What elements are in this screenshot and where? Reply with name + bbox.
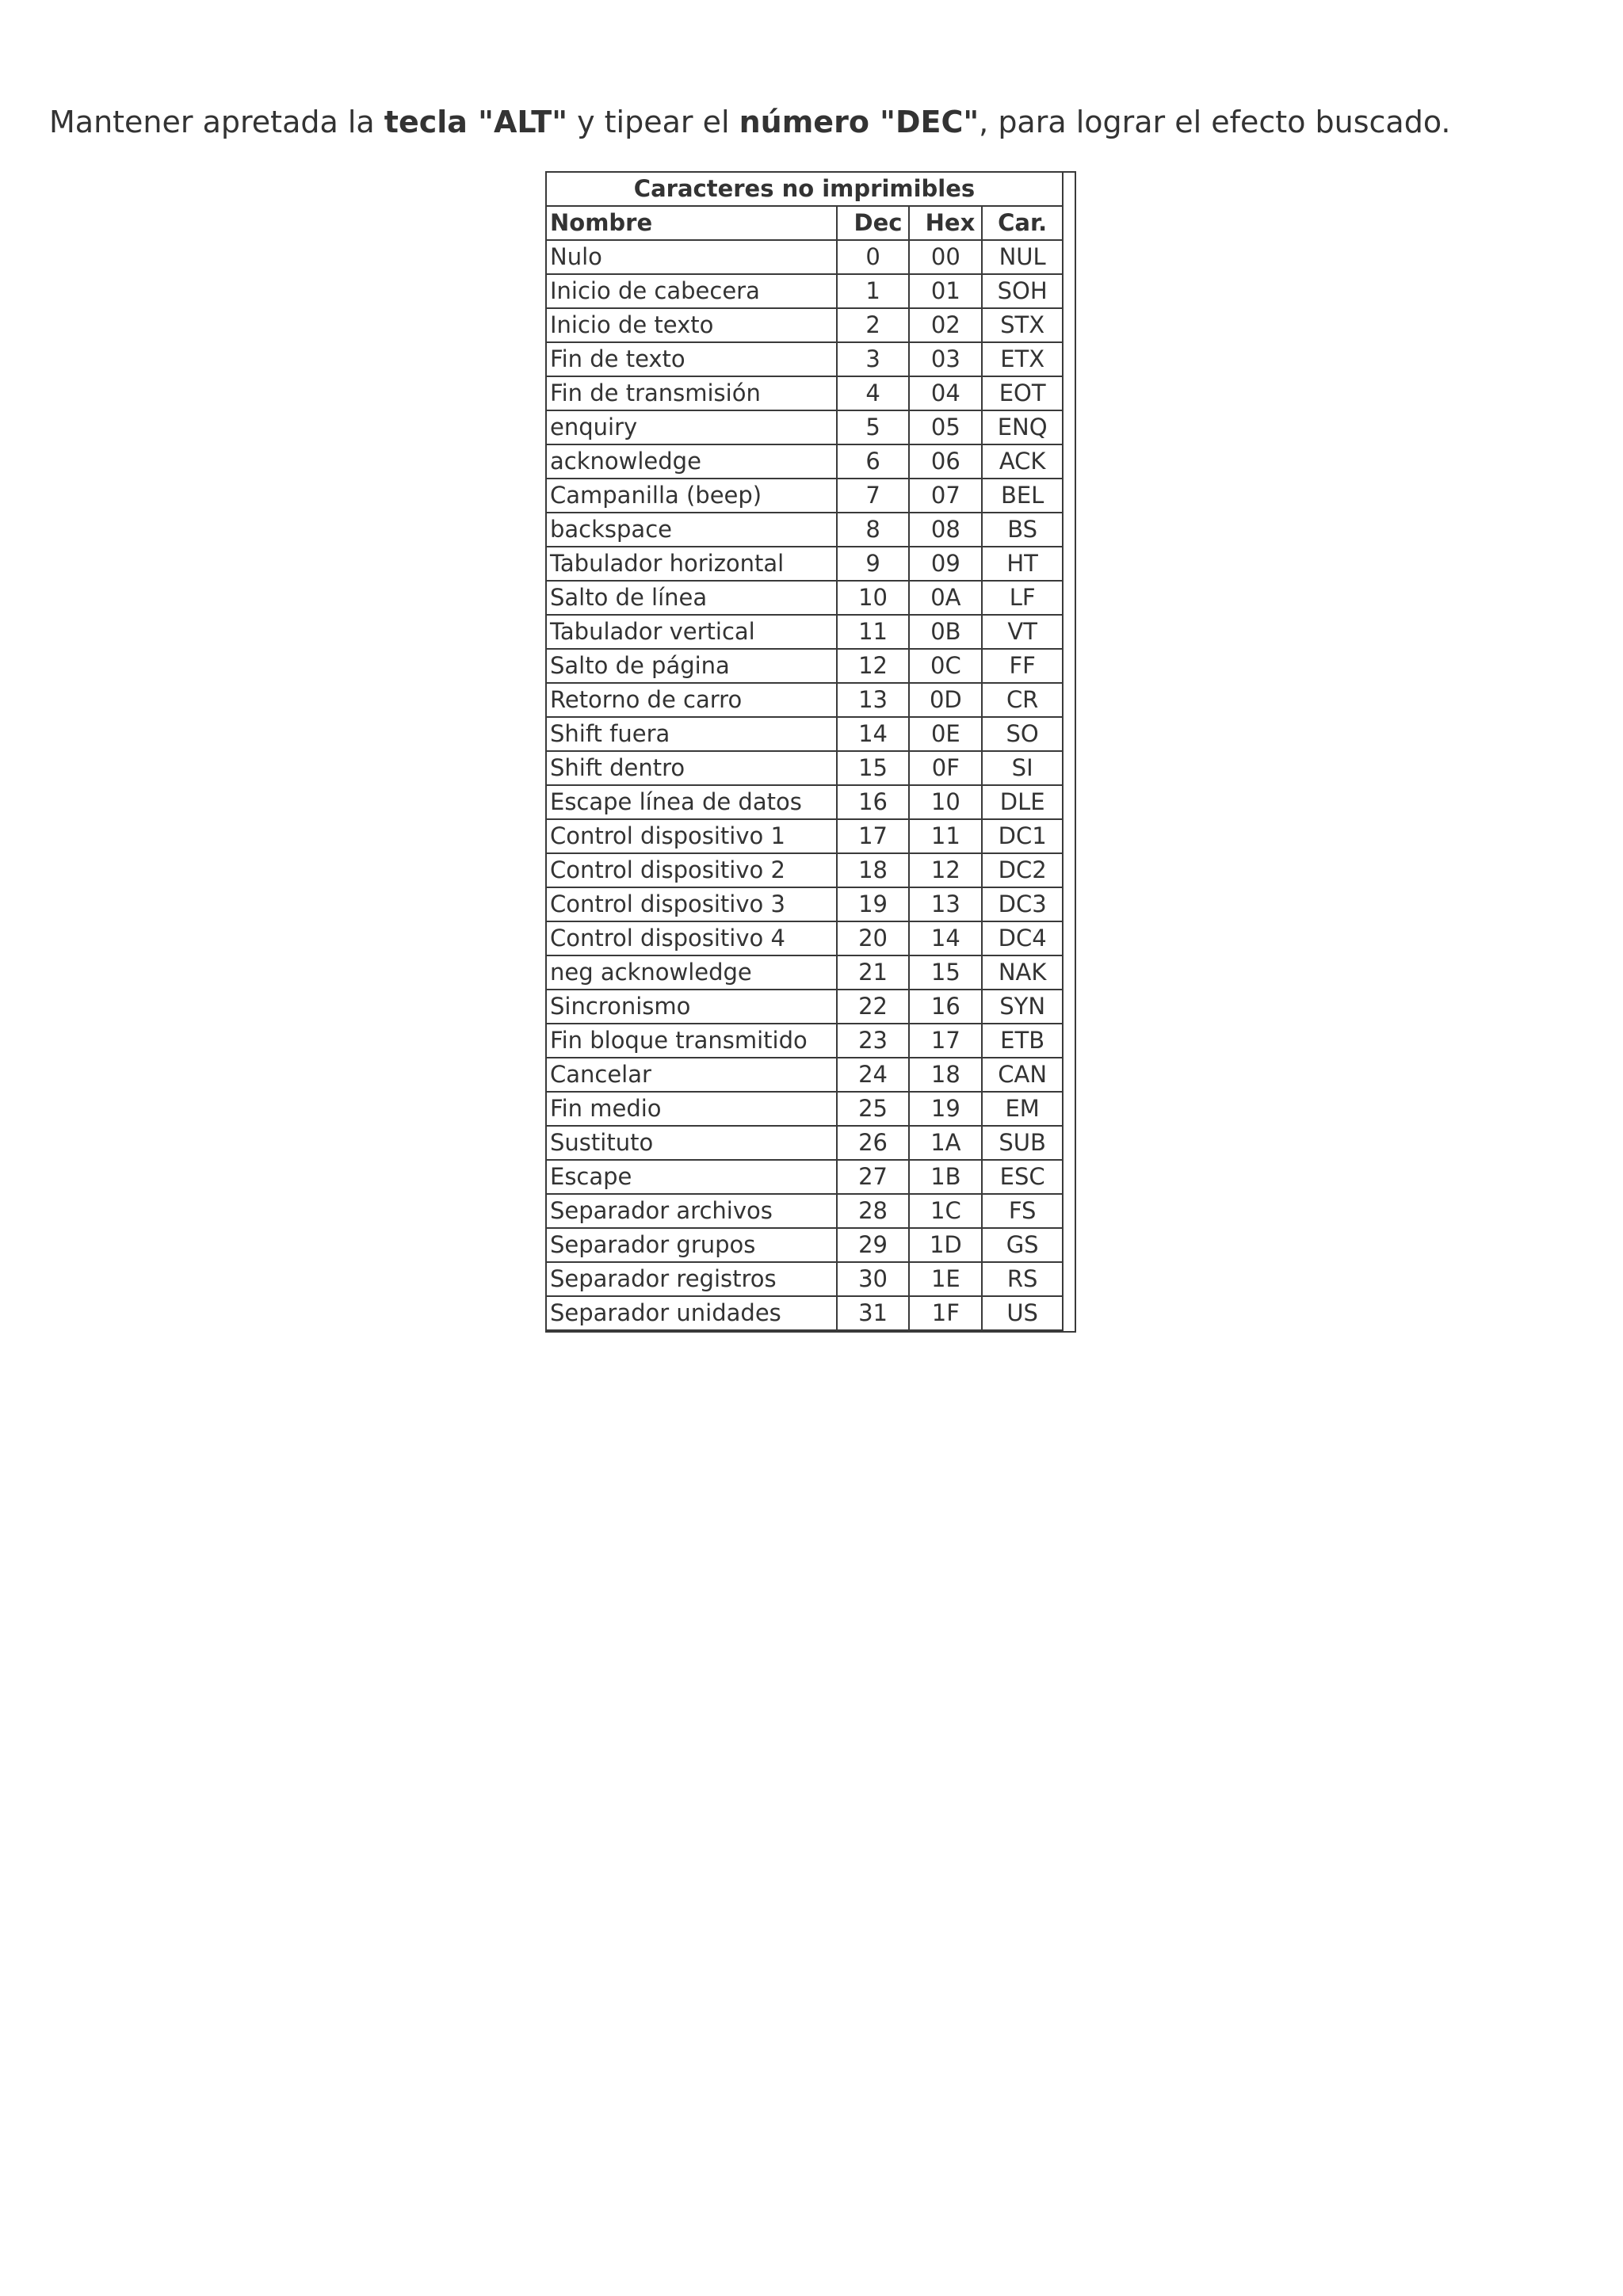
table-row xyxy=(547,1160,1063,1194)
table-row xyxy=(547,649,1063,683)
cell-name: Shift fuera xyxy=(547,717,837,751)
cell-dec: 13 xyxy=(837,683,910,717)
table-row xyxy=(547,921,1063,955)
table-row xyxy=(547,308,1063,342)
cell-name: backspace xyxy=(547,513,837,547)
table-row xyxy=(547,479,1063,513)
cell-hex: 1E xyxy=(909,1262,982,1296)
cell-dec: 2 xyxy=(837,308,910,342)
cell-dec: 1 xyxy=(837,274,910,308)
table-header-row xyxy=(547,206,1063,240)
cell-car: STX xyxy=(982,308,1063,342)
table-row xyxy=(547,581,1063,615)
instruction-part-1: Mantener apretada la xyxy=(49,105,384,139)
cell-hex: 0E xyxy=(909,717,982,751)
table-row xyxy=(547,683,1063,717)
cell-dec: 19 xyxy=(837,887,910,921)
cell-car: HT xyxy=(982,547,1063,581)
cell-car: CAN xyxy=(982,1058,1063,1092)
table-row xyxy=(547,342,1063,376)
table-row xyxy=(547,751,1063,785)
cell-name: Separador unidades xyxy=(547,1296,837,1330)
cell-dec: 11 xyxy=(837,615,910,649)
cell-name: Separador grupos xyxy=(547,1228,837,1262)
cell-hex: 01 xyxy=(909,274,982,308)
header-nombre: Nombre xyxy=(547,206,837,240)
cell-hex: 1A xyxy=(909,1126,982,1160)
cell-hex: 08 xyxy=(909,513,982,547)
cell-hex: 07 xyxy=(909,479,982,513)
cell-car: SO xyxy=(982,717,1063,751)
cell-hex: 1D xyxy=(909,1228,982,1262)
cell-name: acknowledge xyxy=(547,444,837,479)
cell-dec: 26 xyxy=(837,1126,910,1160)
cell-name: Tabulador vertical xyxy=(547,615,837,649)
cell-hex: 03 xyxy=(909,342,982,376)
cell-car: ETB xyxy=(982,1024,1063,1058)
cell-dec: 17 xyxy=(837,819,910,853)
cell-dec: 7 xyxy=(837,479,910,513)
cell-dec: 15 xyxy=(837,751,910,785)
cell-hex: 05 xyxy=(909,410,982,444)
cell-hex: 1B xyxy=(909,1160,982,1194)
cell-hex: 0A xyxy=(909,581,982,615)
instruction-part-3: , para lograr el efecto buscado. xyxy=(979,105,1451,139)
cell-car: US xyxy=(982,1296,1063,1330)
instruction-number-dec: número "DEC" xyxy=(739,105,980,139)
cell-name: Shift dentro xyxy=(547,751,837,785)
cell-name: Fin bloque transmitido xyxy=(547,1024,837,1058)
cell-car: BS xyxy=(982,513,1063,547)
cell-name: Control dispositivo 3 xyxy=(547,887,837,921)
cell-dec: 0 xyxy=(837,240,910,274)
table-row xyxy=(547,1262,1063,1296)
cell-hex: 18 xyxy=(909,1058,982,1092)
cell-hex: 0B xyxy=(909,615,982,649)
cell-car: ESC xyxy=(982,1160,1063,1194)
cell-hex: 13 xyxy=(909,887,982,921)
instruction-part-2: y tipear el xyxy=(567,105,739,139)
cell-name: Sustituto xyxy=(547,1126,837,1160)
table-row xyxy=(547,819,1063,853)
table-row xyxy=(547,547,1063,581)
cell-hex: 09 xyxy=(909,547,982,581)
cell-hex: 04 xyxy=(909,376,982,410)
cell-name: Inicio de cabecera xyxy=(547,274,837,308)
cell-car: SUB xyxy=(982,1126,1063,1160)
cell-hex: 0F xyxy=(909,751,982,785)
cell-car: ENQ xyxy=(982,410,1063,444)
table-row xyxy=(547,240,1063,274)
table-row xyxy=(547,444,1063,479)
cell-name: Fin de texto xyxy=(547,342,837,376)
cell-car: EOT xyxy=(982,376,1063,410)
cell-hex: 0D xyxy=(909,683,982,717)
cell-dec: 25 xyxy=(837,1092,910,1126)
table-row xyxy=(547,1126,1063,1160)
table-row xyxy=(547,1024,1063,1058)
instruction-key-alt: tecla "ALT" xyxy=(384,105,567,139)
cell-name: Escape xyxy=(547,1160,837,1194)
cell-name: Campanilla (beep) xyxy=(547,479,837,513)
cell-hex: 17 xyxy=(909,1024,982,1058)
table-row xyxy=(547,410,1063,444)
cell-dec: 23 xyxy=(837,1024,910,1058)
cell-name: Cancelar xyxy=(547,1058,837,1092)
cell-car: SI xyxy=(982,751,1063,785)
cell-name: Sincronismo xyxy=(547,990,837,1024)
cell-name: Tabulador horizontal xyxy=(547,547,837,581)
cell-dec: 4 xyxy=(837,376,910,410)
header-hex: Hex xyxy=(909,206,982,240)
table-caption-row xyxy=(547,173,1063,206)
cell-car: FF xyxy=(982,649,1063,683)
cell-car: LF xyxy=(982,581,1063,615)
cell-hex: 19 xyxy=(909,1092,982,1126)
cell-name: Fin de transmisión xyxy=(547,376,837,410)
cell-dec: 10 xyxy=(837,581,910,615)
cell-car: NAK xyxy=(982,955,1063,990)
table-row xyxy=(547,376,1063,410)
cell-name: Inicio de texto xyxy=(547,308,837,342)
cell-name: Escape línea de datos xyxy=(547,785,837,819)
cell-hex: 12 xyxy=(909,853,982,887)
cell-hex: 1C xyxy=(909,1194,982,1228)
cell-car: ACK xyxy=(982,444,1063,479)
cell-dec: 24 xyxy=(837,1058,910,1092)
cell-dec: 14 xyxy=(837,717,910,751)
table-row xyxy=(547,1058,1063,1092)
cell-car: ETX xyxy=(982,342,1063,376)
cell-dec: 21 xyxy=(837,955,910,990)
cell-name: Control dispositivo 2 xyxy=(547,853,837,887)
cell-name: Fin medio xyxy=(547,1092,837,1126)
cell-dec: 12 xyxy=(837,649,910,683)
table-row xyxy=(547,274,1063,308)
cell-car: DC1 xyxy=(982,819,1063,853)
ascii-table xyxy=(547,173,1064,1331)
cell-dec: 3 xyxy=(837,342,910,376)
cell-car: NUL xyxy=(982,240,1063,274)
cell-dec: 28 xyxy=(837,1194,910,1228)
cell-name: Control dispositivo 1 xyxy=(547,819,837,853)
table-row xyxy=(547,990,1063,1024)
non-printable-characters-table xyxy=(545,171,1076,1333)
table-row xyxy=(547,1092,1063,1126)
cell-hex: 0C xyxy=(909,649,982,683)
table-caption: Caracteres no imprimibles xyxy=(547,173,1063,206)
cell-dec: 27 xyxy=(837,1160,910,1194)
table-row xyxy=(547,853,1063,887)
cell-dec: 18 xyxy=(837,853,910,887)
cell-dec: 30 xyxy=(837,1262,910,1296)
cell-name: Salto de línea xyxy=(547,581,837,615)
cell-hex: 16 xyxy=(909,990,982,1024)
cell-hex: 06 xyxy=(909,444,982,479)
cell-dec: 6 xyxy=(837,444,910,479)
cell-car: EM xyxy=(982,1092,1063,1126)
cell-car: SOH xyxy=(982,274,1063,308)
cell-dec: 16 xyxy=(837,785,910,819)
cell-car: DC4 xyxy=(982,921,1063,955)
cell-car: DC2 xyxy=(982,853,1063,887)
cell-car: DC3 xyxy=(982,887,1063,921)
cell-car: VT xyxy=(982,615,1063,649)
table-row xyxy=(547,955,1063,990)
cell-hex: 10 xyxy=(909,785,982,819)
cell-car: DLE xyxy=(982,785,1063,819)
cell-car: SYN xyxy=(982,990,1063,1024)
table-body xyxy=(547,240,1063,1330)
cell-name: Nulo xyxy=(547,240,837,274)
cell-hex: 02 xyxy=(909,308,982,342)
cell-name: neg acknowledge xyxy=(547,955,837,990)
cell-dec: 31 xyxy=(837,1296,910,1330)
cell-hex: 15 xyxy=(909,955,982,990)
cell-car: FS xyxy=(982,1194,1063,1228)
table-row xyxy=(547,615,1063,649)
cell-dec: 29 xyxy=(837,1228,910,1262)
header-car: Car. xyxy=(982,206,1063,240)
table-row xyxy=(547,785,1063,819)
cell-name: Separador archivos xyxy=(547,1194,837,1228)
cell-name: Control dispositivo 4 xyxy=(547,921,837,955)
cell-car: RS xyxy=(982,1262,1063,1296)
table-row xyxy=(547,1228,1063,1262)
cell-name: Separador registros xyxy=(547,1262,837,1296)
table-row xyxy=(547,1296,1063,1330)
cell-dec: 5 xyxy=(837,410,910,444)
cell-name: Salto de página xyxy=(547,649,837,683)
cell-car: BEL xyxy=(982,479,1063,513)
cell-dec: 22 xyxy=(837,990,910,1024)
cell-hex: 1F xyxy=(909,1296,982,1330)
cell-name: Retorno de carro xyxy=(547,683,837,717)
instruction-text xyxy=(49,101,1450,143)
cell-hex: 11 xyxy=(909,819,982,853)
cell-name: enquiry xyxy=(547,410,837,444)
cell-car: CR xyxy=(982,683,1063,717)
table-row xyxy=(547,1194,1063,1228)
table-row xyxy=(547,887,1063,921)
cell-dec: 9 xyxy=(837,547,910,581)
cell-car: GS xyxy=(982,1228,1063,1262)
table-row xyxy=(547,717,1063,751)
header-dec: Dec xyxy=(837,206,910,240)
cell-hex: 14 xyxy=(909,921,982,955)
cell-dec: 8 xyxy=(837,513,910,547)
cell-dec: 20 xyxy=(837,921,910,955)
table-row xyxy=(547,513,1063,547)
cell-hex: 00 xyxy=(909,240,982,274)
